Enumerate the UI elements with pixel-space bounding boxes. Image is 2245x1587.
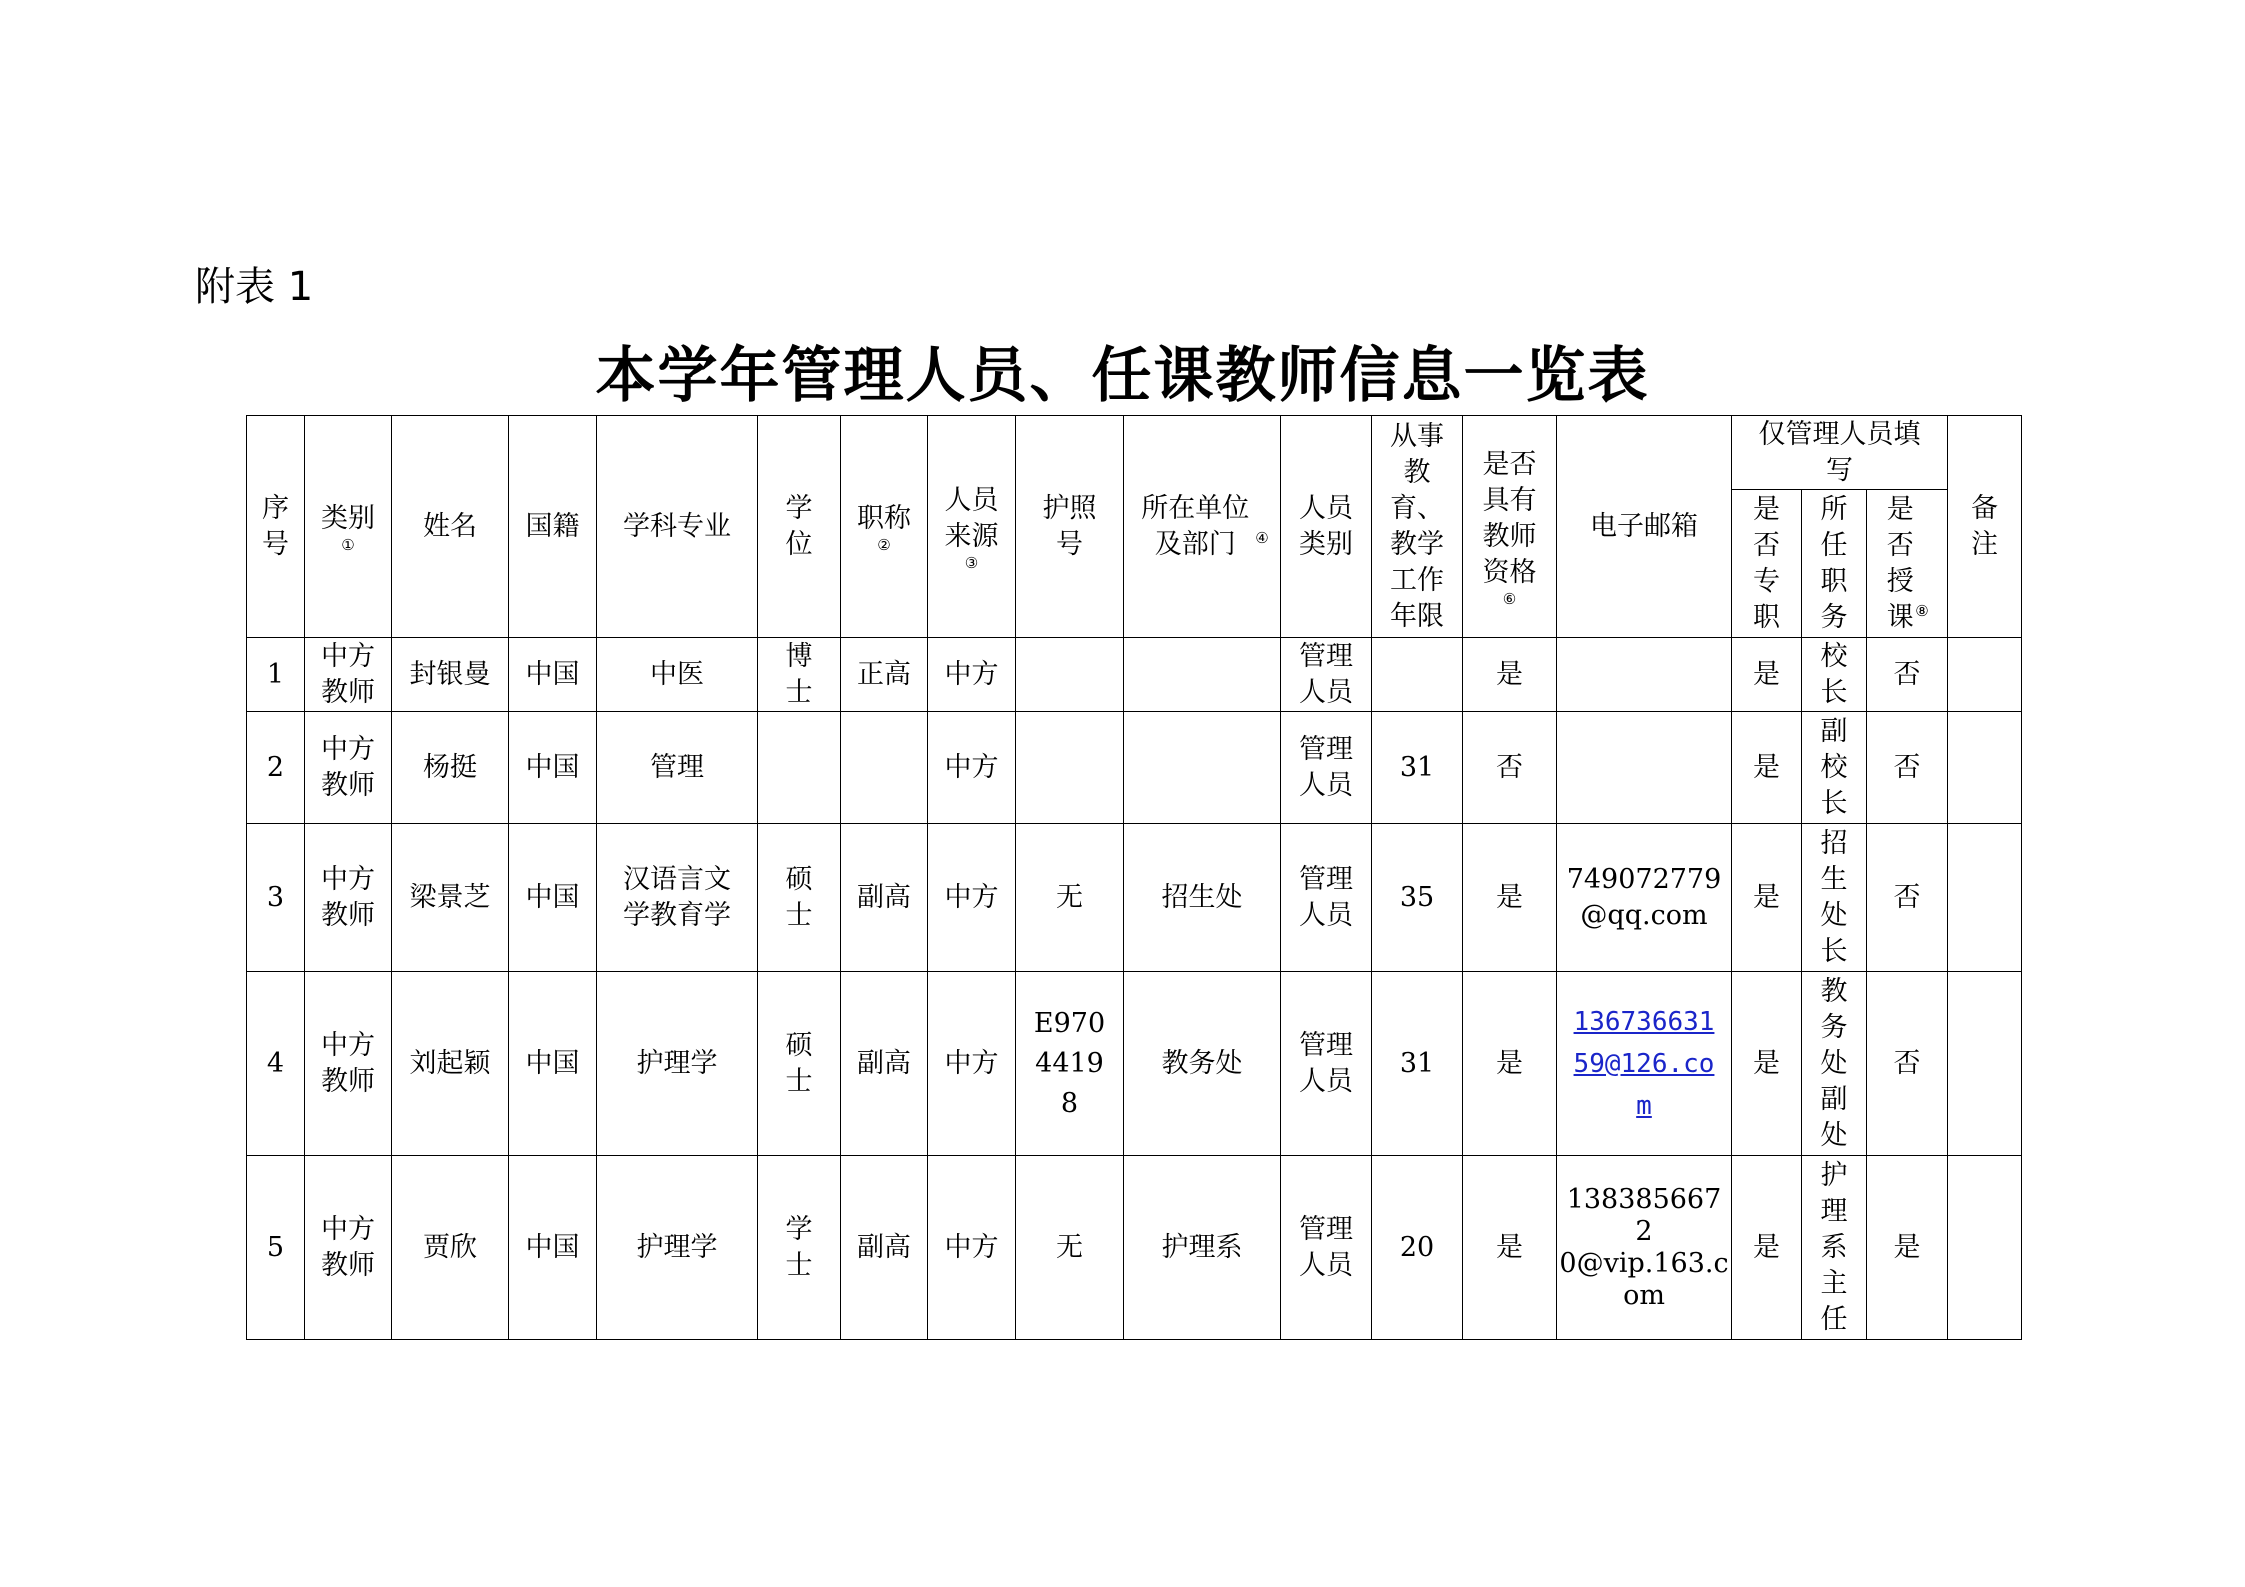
cell-title: 副高 bbox=[841, 972, 928, 1156]
cell-degree: 硕士 bbox=[758, 824, 841, 972]
table-row bbox=[247, 972, 2022, 1156]
cell-remarks bbox=[1948, 638, 2022, 712]
cell-category: 中方教师 bbox=[305, 712, 392, 824]
cell-position: 招生处长 bbox=[1802, 824, 1867, 972]
cell-fulltime: 是 bbox=[1732, 712, 1802, 824]
cell-remarks bbox=[1948, 712, 2022, 824]
footnote-4: ④ bbox=[1255, 528, 1269, 547]
cell-passport bbox=[1016, 712, 1124, 824]
footnote-2: ② bbox=[877, 535, 891, 554]
cell-passport bbox=[1016, 638, 1124, 712]
cell-degree: 学士 bbox=[758, 1156, 841, 1340]
header-name: 姓名 bbox=[392, 416, 509, 638]
cell-source: 中方 bbox=[928, 638, 1016, 712]
cell-fulltime: 是 bbox=[1732, 972, 1802, 1156]
cell-staff-type: 管理人员 bbox=[1281, 1156, 1372, 1340]
header-mgmt-group: 仅管理人员填写 bbox=[1732, 416, 1948, 490]
header-position: 所任职务 bbox=[1802, 490, 1867, 638]
cell-years: 20 bbox=[1372, 1156, 1463, 1340]
cell-title: 副高 bbox=[841, 824, 928, 972]
footnote-6: ⑥ bbox=[1502, 589, 1517, 608]
cell-staff-type: 管理人员 bbox=[1281, 638, 1372, 712]
cell-name: 贾欣 bbox=[392, 1156, 509, 1340]
cell-degree: 硕士 bbox=[758, 972, 841, 1156]
cell-major: 中医 bbox=[597, 638, 758, 712]
header-qualified: 是否具有教师资格 ⑥ bbox=[1463, 416, 1557, 638]
cell-teaching: 是 bbox=[1867, 1156, 1948, 1340]
cell-seq: 1 bbox=[247, 638, 305, 712]
header-title: 职称 ② bbox=[841, 416, 928, 638]
cell-major: 护理学 bbox=[597, 1156, 758, 1340]
cell-email bbox=[1557, 638, 1732, 712]
cell-category: 中方教师 bbox=[305, 638, 392, 712]
cell-nationality: 中国 bbox=[509, 712, 597, 824]
cell-source: 中方 bbox=[928, 824, 1016, 972]
header-seq: 序号 bbox=[247, 416, 305, 638]
cell-name: 杨挺 bbox=[392, 712, 509, 824]
header-degree: 学位 bbox=[758, 416, 841, 638]
cell-qualified: 是 bbox=[1463, 824, 1557, 972]
header-staff-type: 人员类别 bbox=[1281, 416, 1372, 638]
cell-staff-type: 管理人员 bbox=[1281, 712, 1372, 824]
cell-source: 中方 bbox=[928, 972, 1016, 1156]
cell-fulltime: 是 bbox=[1732, 824, 1802, 972]
cell-years bbox=[1372, 638, 1463, 712]
cell-email: 749072779 @qq.com bbox=[1557, 824, 1732, 972]
table-row bbox=[247, 824, 2022, 972]
cell-staff-type: 管理人员 bbox=[1281, 824, 1372, 972]
table-row bbox=[247, 712, 2022, 824]
cell-email bbox=[1557, 712, 1732, 824]
cell-seq: 5 bbox=[247, 1156, 305, 1340]
footnote-8: ⑧ bbox=[1915, 601, 1929, 620]
table-row bbox=[247, 1156, 2022, 1340]
cell-years: 35 bbox=[1372, 824, 1463, 972]
cell-qualified: 是 bbox=[1463, 638, 1557, 712]
cell-staff-type: 管理人员 bbox=[1281, 972, 1372, 1156]
cell-nationality: 中国 bbox=[509, 638, 597, 712]
cell-remarks bbox=[1948, 824, 2022, 972]
cell-remarks bbox=[1948, 972, 2022, 1156]
cell-seq: 3 bbox=[247, 824, 305, 972]
cell-position: 教务处副处 bbox=[1802, 972, 1867, 1156]
cell-major: 护理学 bbox=[597, 972, 758, 1156]
cell-degree bbox=[758, 712, 841, 824]
cell-nationality: 中国 bbox=[509, 824, 597, 972]
cell-category: 中方教师 bbox=[305, 1156, 392, 1340]
cell-email: 1383856672 0@vip.163.c om bbox=[1557, 1156, 1732, 1340]
cell-seq: 2 bbox=[247, 712, 305, 824]
cell-unit: 护理系 bbox=[1124, 1156, 1281, 1340]
cell-major: 汉语言文学教育学 bbox=[597, 824, 758, 972]
cell-title bbox=[841, 712, 928, 824]
cell-seq: 4 bbox=[247, 972, 305, 1156]
cell-position: 副校长 bbox=[1802, 712, 1867, 824]
header-teaching: 是否授课 ⑧ bbox=[1867, 490, 1948, 638]
cell-title: 副高 bbox=[841, 1156, 928, 1340]
cell-qualified: 是 bbox=[1463, 972, 1557, 1156]
header-nationality: 国籍 bbox=[509, 416, 597, 638]
cell-qualified: 是 bbox=[1463, 1156, 1557, 1340]
header-unit: 所在单位及部门 ④ bbox=[1124, 416, 1281, 638]
table-row bbox=[247, 638, 2022, 712]
cell-category: 中方教师 bbox=[305, 824, 392, 972]
appendix-label: 附表 1 bbox=[195, 264, 314, 310]
staff-table bbox=[246, 415, 2022, 1340]
cell-unit: 教务处 bbox=[1124, 972, 1281, 1156]
cell-source: 中方 bbox=[928, 712, 1016, 824]
footnote-3: ③ bbox=[964, 553, 979, 572]
cell-major: 管理 bbox=[597, 712, 758, 824]
cell-fulltime: 是 bbox=[1732, 638, 1802, 712]
cell-years: 31 bbox=[1372, 972, 1463, 1156]
cell-degree: 博士 bbox=[758, 638, 841, 712]
cell-unit bbox=[1124, 712, 1281, 824]
cell-qualified: 否 bbox=[1463, 712, 1557, 824]
cell-unit: 招生处 bbox=[1124, 824, 1281, 972]
cell-teaching: 否 bbox=[1867, 638, 1948, 712]
header-remarks: 备注 bbox=[1948, 416, 2022, 638]
header-fulltime: 是否专职 bbox=[1732, 490, 1802, 638]
header-source: 人员来源 ③ bbox=[928, 416, 1016, 638]
email-link[interactable]: 136736631 59@126.co m bbox=[1557, 972, 1732, 1156]
cell-name: 梁景芝 bbox=[392, 824, 509, 972]
page-title: 本学年管理人员、任课教师信息一览表 bbox=[595, 341, 1650, 411]
cell-teaching: 否 bbox=[1867, 824, 1948, 972]
header-years: 从事教育、教学工作年限 bbox=[1372, 416, 1463, 638]
cell-passport: 无 bbox=[1016, 1156, 1124, 1340]
cell-category: 中方教师 bbox=[305, 972, 392, 1156]
cell-passport: E97044198 bbox=[1016, 972, 1124, 1156]
cell-passport: 无 bbox=[1016, 824, 1124, 972]
header-passport: 护照号 bbox=[1016, 416, 1124, 638]
cell-name: 封银曼 bbox=[392, 638, 509, 712]
cell-years: 31 bbox=[1372, 712, 1463, 824]
cell-remarks bbox=[1948, 1156, 2022, 1340]
cell-position: 校长 bbox=[1802, 638, 1867, 712]
header-major: 学科专业 bbox=[597, 416, 758, 638]
cell-nationality: 中国 bbox=[509, 1156, 597, 1340]
cell-fulltime: 是 bbox=[1732, 1156, 1802, 1340]
header-email: 电子邮箱 bbox=[1557, 416, 1732, 638]
cell-teaching: 否 bbox=[1867, 712, 1948, 824]
cell-source: 中方 bbox=[928, 1156, 1016, 1340]
cell-title: 正高 bbox=[841, 638, 928, 712]
cell-position: 护理系主任 bbox=[1802, 1156, 1867, 1340]
cell-teaching: 否 bbox=[1867, 972, 1948, 1156]
cell-nationality: 中国 bbox=[509, 972, 597, 1156]
cell-unit bbox=[1124, 638, 1281, 712]
footnote-1: ① bbox=[341, 535, 355, 554]
header-category: 类别 ① bbox=[305, 416, 392, 638]
cell-name: 刘起颖 bbox=[392, 972, 509, 1156]
